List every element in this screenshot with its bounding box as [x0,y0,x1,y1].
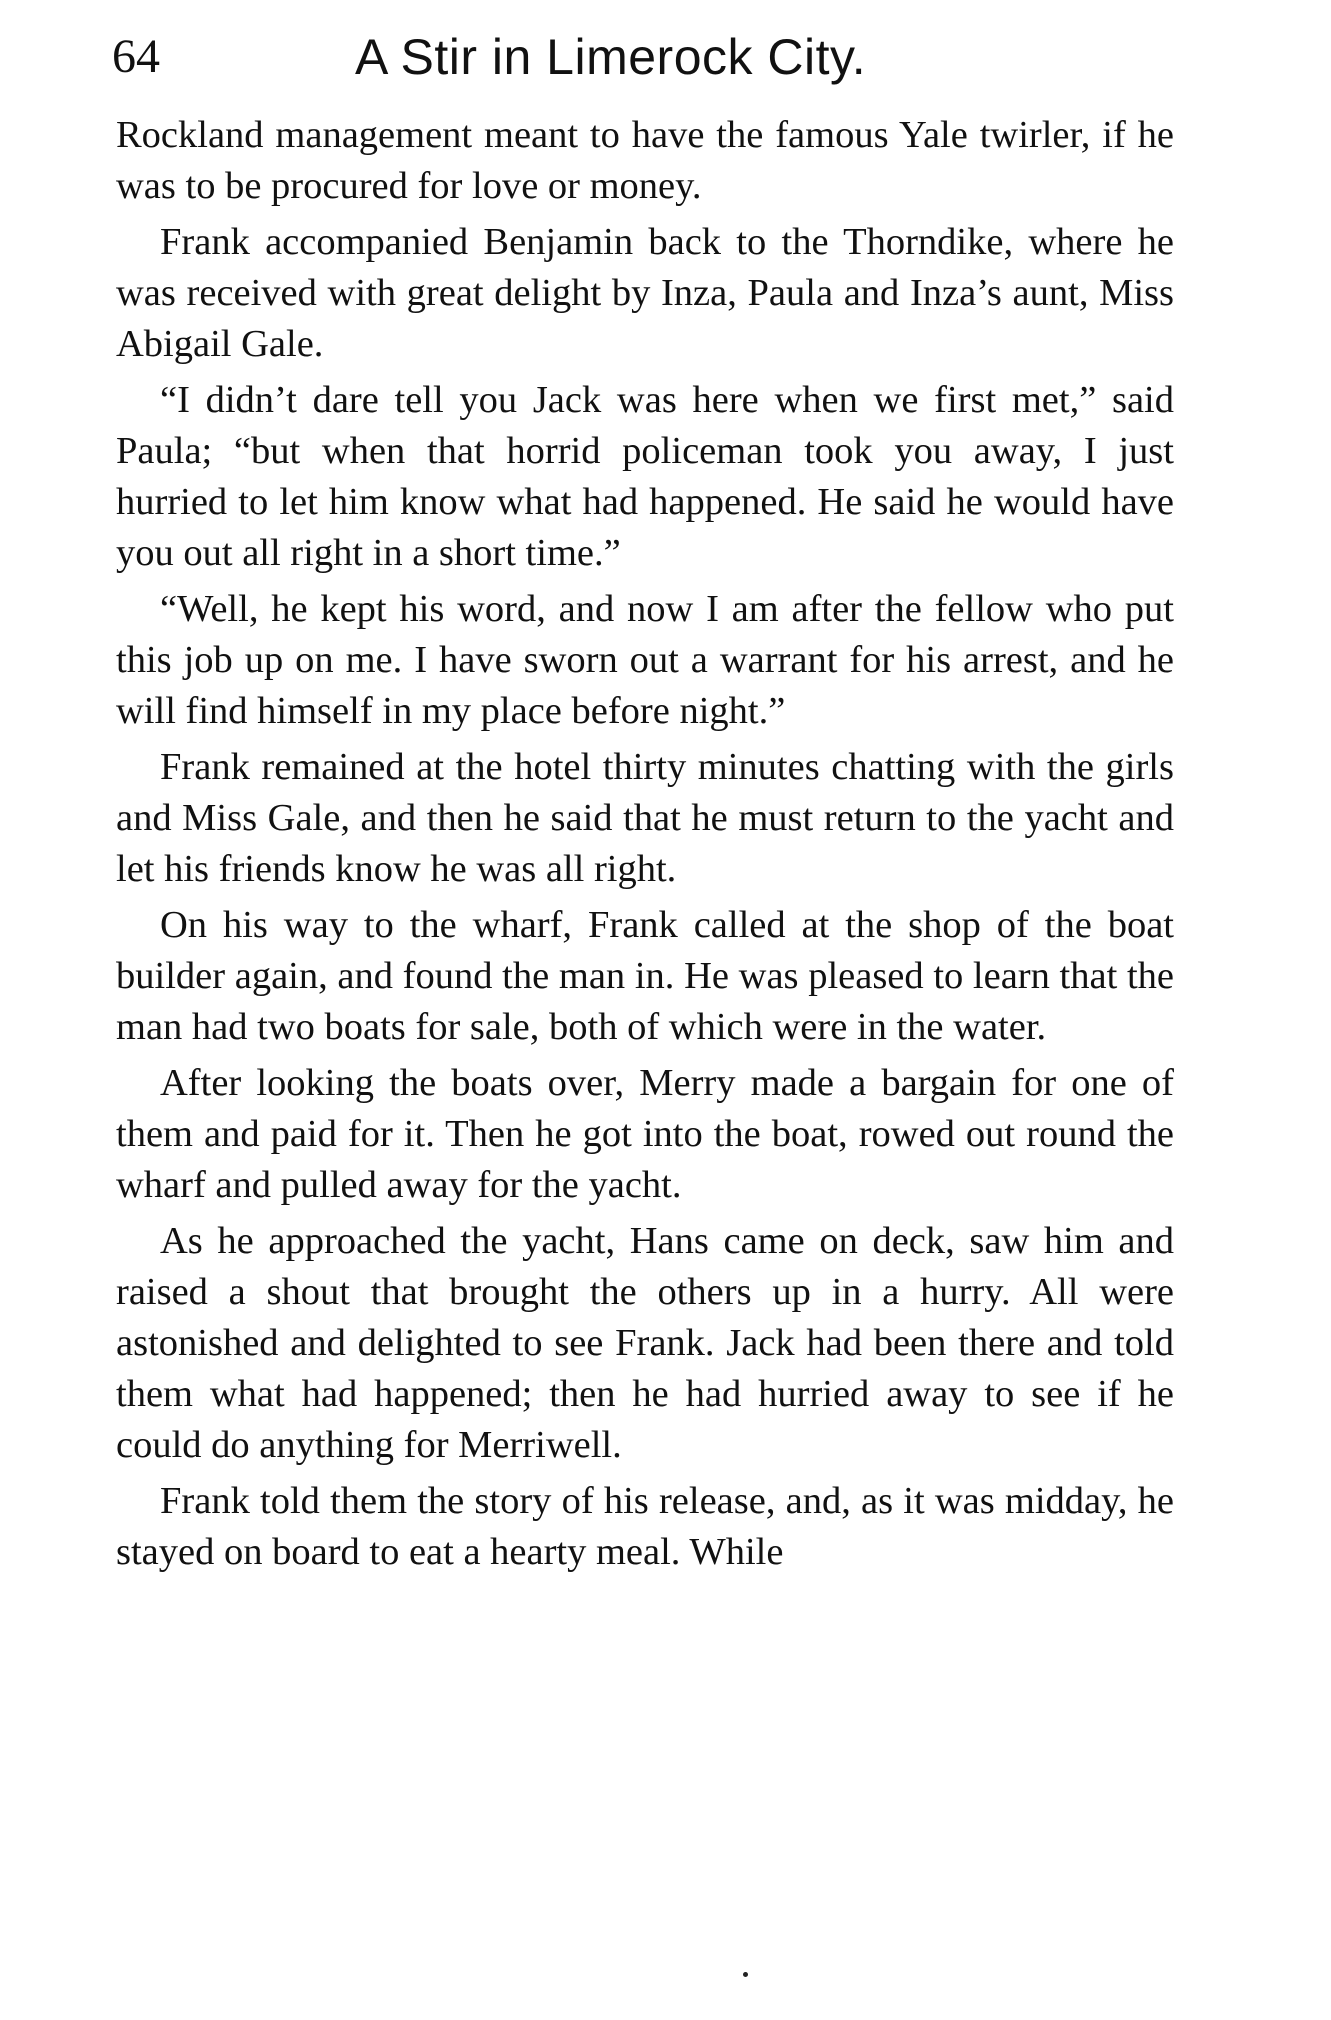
paragraph: Frank accompanied Benjamin back to the Thorndike, where he was received with great delight by Inza, Paula and Inza’s aunt, Miss Abigail Gale. [116,221,1174,365]
page-header [112,22,1172,92]
page-number: 64 [112,30,160,83]
paragraph: On his way to the wharf, Frank called at the shop of the boat builder again, and found the man in. He was pleased to learn that the man had two boats for sale, both of which were in the water. [116,904,1174,1048]
paragraph: As he approached the yacht, Hans came on deck, saw him and raised a shout that brought the others up in a hurry. All were astonished and delighted to see Frank. Jack had been there and told them what had happened; then he had hurried away to see if he could do anything for Merriwell. [116,1220,1174,1466]
paragraph: Frank remained at the hotel thirty minutes chatting with the girls and Miss Gale, and then he said that he must return to the yacht and let his friends know he was all right. [116,746,1174,890]
paragraph: “I didn’t dare tell you Jack was here when we first met,” said Paula; “but when that horrid policeman took you away, I just hurried to let him know what had happened. He said he would have you out all right in a short time.” [116,379,1174,574]
ink-speck [743,1972,748,1977]
paragraph: Frank told them the story of his release, and, as it was midday, he stayed on board to eat a hearty meal. While [116,1480,1174,1573]
paragraph: Rockland management meant to have the famous Yale twirler, if he was to be procured for love or money. [116,114,1174,207]
paragraph: After looking the boats over, Merry made a bargain for one of them and paid for it. Then he got into the boat, rowed out round the wharf and pulled away for the yacht. [116,1062,1174,1206]
running-title: A Stir in Limerock City. [355,29,867,85]
body-text [116,110,1174,1583]
paragraph: “Well, he kept his word, and now I am after the fellow who put this job up on me. I have sworn out a warrant for his arrest, and he will find himself in my place before night.” [116,588,1174,732]
